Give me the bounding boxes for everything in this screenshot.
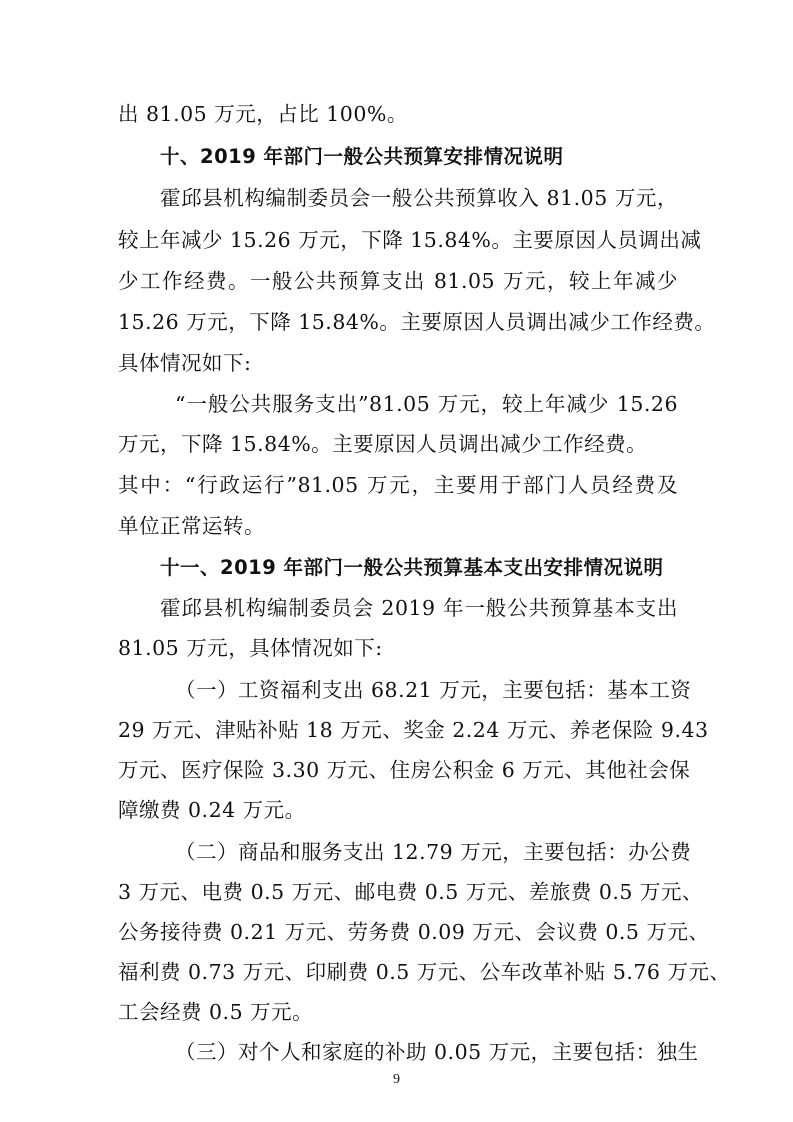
text-line: 单位正常运转。 [118,514,265,538]
section-heading-11: 十一、2019 年部门一般公共预算基本支出安排情况说明 [160,556,664,579]
text-line: “一般公共服务支出”81.05 万元，较上年减少 15.26 [175,392,678,416]
text-line: 3 万元、电费 0.5 万元、邮电费 0.5 万元、差旅费 0.5 万元、 [118,880,703,904]
text-line: 其中：“行政运行”81.05 万元，主要用于部门人员经费及 [118,473,678,497]
text-line: 公务接待费 0.21 万元、劳务费 0.09 万元、会议费 0.5 万元、 [118,920,710,944]
text-line: 少工作经费。一般公共预算支出 81.05 万元，较上年减少 [118,269,678,293]
section-heading-10: 十、2019 年部门一般公共预算安排情况说明 [160,145,564,168]
text-line: （一）工资福利支出 68.21 万元，主要包括：基本工资 [175,678,692,702]
text-line: 29 万元、津贴补贴 18 万元、奖金 2.24 万元、养老保险 9.43 [118,718,709,742]
text-line: 万元、医疗保险 3.30 万元、住房公积金 6 万元、其他社会保 [118,758,691,782]
text-line: 霍邱县机构编制委员会 2019 年一般公共预算基本支出 [160,596,678,620]
text-line: 15.26 万元，下降 15.84%。主要原因人员调出减少工作经费。 [118,310,716,334]
page-number: 9 [393,1072,400,1087]
text-line: 较上年减少 15.26 万元，下降 15.84%。主要原因人员调出减 [118,228,702,252]
text-line: 工会经费 0.5 万元。 [118,1000,314,1024]
text-line: 具体情况如下: [118,351,252,375]
text-line: 霍邱县机构编制委员会一般公共预算收入 81.05 万元， [160,186,678,210]
text-line: 81.05 万元，具体情况如下: [118,636,383,660]
text-line: （三）对个人和家庭的补助 0.05 万元，主要包括：独生 [175,1040,699,1064]
text-line: 障缴费 0.24 万元。 [118,798,306,822]
text-line: 出 81.05 万元，占比 100%。 [118,102,408,126]
text-line: 万元，下降 15.84%。主要原因人员调出减少工作经费。 [118,432,648,456]
text-line: 福利费 0.73 万元、印刷费 0.5 万元、公车改革补贴 5.76 万元、 [118,960,731,984]
text-line: （二）商品和服务支出 12.79 万元，主要包括：办公费 [175,840,692,864]
